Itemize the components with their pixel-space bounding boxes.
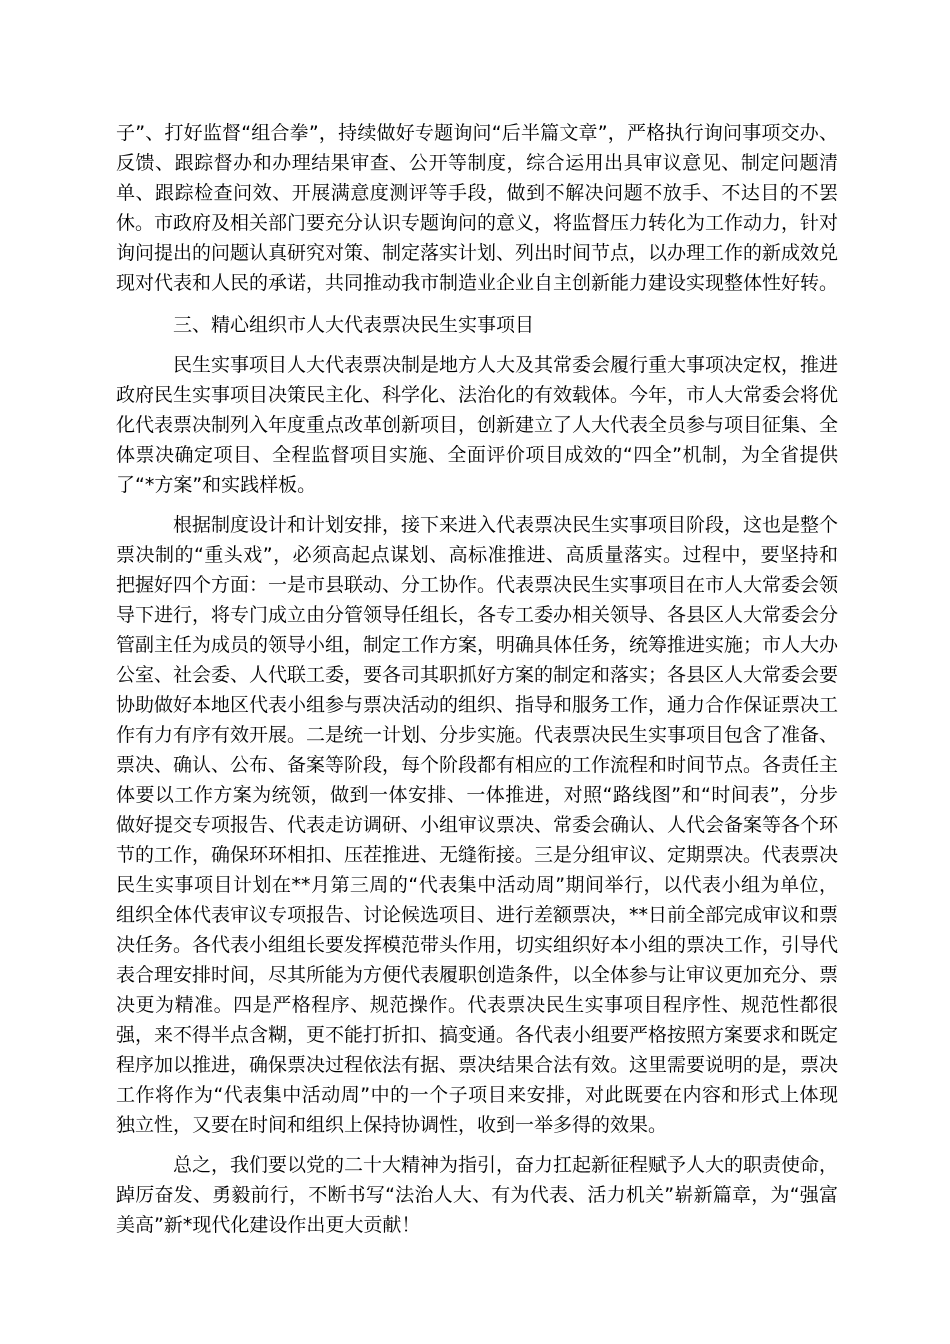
paragraph-main: 根据制度设计和计划安排，接下来进入代表票决民生实事项目阶段，这也是整个票决制的“重头戏”，必须高起点谋划、高标准推进、高质量落实。过程中，要坚持和把握好四个方面：一是市县联动、分工协作。代表票决民生实事项目在市人大常委会领导下进行，将专门成立由分管领导任组长，各专工委办相关领导、各县区人大常委会分管副主任为成员的领导小组，制定工作方案，明确具体任务，统筹推进实施；市人大办公室、社会委、人代联工委，要各司其职抓好方案的制定和落实；各县区人大常委会要协助做好本地区代表小组参与票决活动的组织、指导和服务工作，通力合作保证票决工作有力有序有效开展。二是统一计划、分步实施。代表票决民生实事项目包含了准备、票决、确认、公布、备案等阶段，每个阶段都有相应的工作流程和时间节点。各责任主体要以工作方案为统领，做到一体安排、一体推进，对照“路线图”和“时间表”，分步做好提交专项报告、代表走访调研、小组审议票决、常委会确认、人代会备案等各个环节的工作，确保环环相扣、压茬推进、无缝衔接。三是分组审议、定期票决。代表票决民生实事项目计划在**月第三周的“代表集中活动周”期间举行，以代表小组为单位，组织全体代表审议专项报告、讨论候选项目、进行差额票决，**日前全部完成审议和票决任务。各代表小组组长要发挥模范带头作用，切实组织好本小组的票决工作，引导代表合理安排时间，尽其所能为方便代表履职创造条件，以全体参与让审议更加充分、票决更为精准。四是严格程序、规范操作。代表票决民生实事项目程序性、规范性都很强，来不得半点含糊，更不能打折扣、搞变通。各代表小组要严格按照方案要求和既定程序加以推进，确保票决过程依法有据、票决结果合法有效。这里需要说明的是，票决工作将作为“代表集中活动周”中的一个子项目来安排，对此既要在内容和形式上体现独立性，又要在时间和组织上保持协调性，收到一举多得的效果。 bbox=[116, 514, 839, 1136]
document-page bbox=[116, 118, 838, 1240]
paragraph-intro: 民生实事项目人大代表票决制是地方人大及其常委会履行重大事项决定权，推进政府民生实事项目决策民主化、科学化、法治化的有效载体。今年，市人大常委会将优化代表票决制列入年度重点改革创新项目，创新建立了人大代表全员参与项目征集、全体票决确定项目、全程监督项目实施、全面评价项目成效的“四全”机制，为全省提供了“*方案”和实践样板。 bbox=[116, 354, 839, 496]
section-heading: 三、精心组织市人大代表票决民生实事项目 bbox=[173, 314, 535, 336]
paragraph-continuation: 子”、打好监督“组合拳”，持续做好专题询问“后半篇文章”，严格执行询问事项交办、反馈、跟踪督办和办理结果审查、公开等制度，综合运用出具审议意见、制定问题清单、跟踪检查问效、开展满意度测评等手段，做到不解决问题不放手、不达目的不罢休。市政府及相关部门要充分认识专题询问的意义，将监督压力转化为工作动力，针对询问提出的问题认真研究对策、制定落实计划、列出时间节点，以办理工作的新成效兑现对代表和人民的承诺，共同推动我市制造业企业自主创新能力建设实现整体性好转。 bbox=[116, 122, 839, 294]
paragraph-conclusion: 总之，我们要以党的二十大精神为指引，奋力扛起新征程赋予人大的职责使命，踔厉奋发、勇毅前行，不断书写“法治人大、有为代表、活力机关”崭新篇章，为“强富美高”新*现代化建设作出更大贡献！ bbox=[116, 1154, 839, 1236]
